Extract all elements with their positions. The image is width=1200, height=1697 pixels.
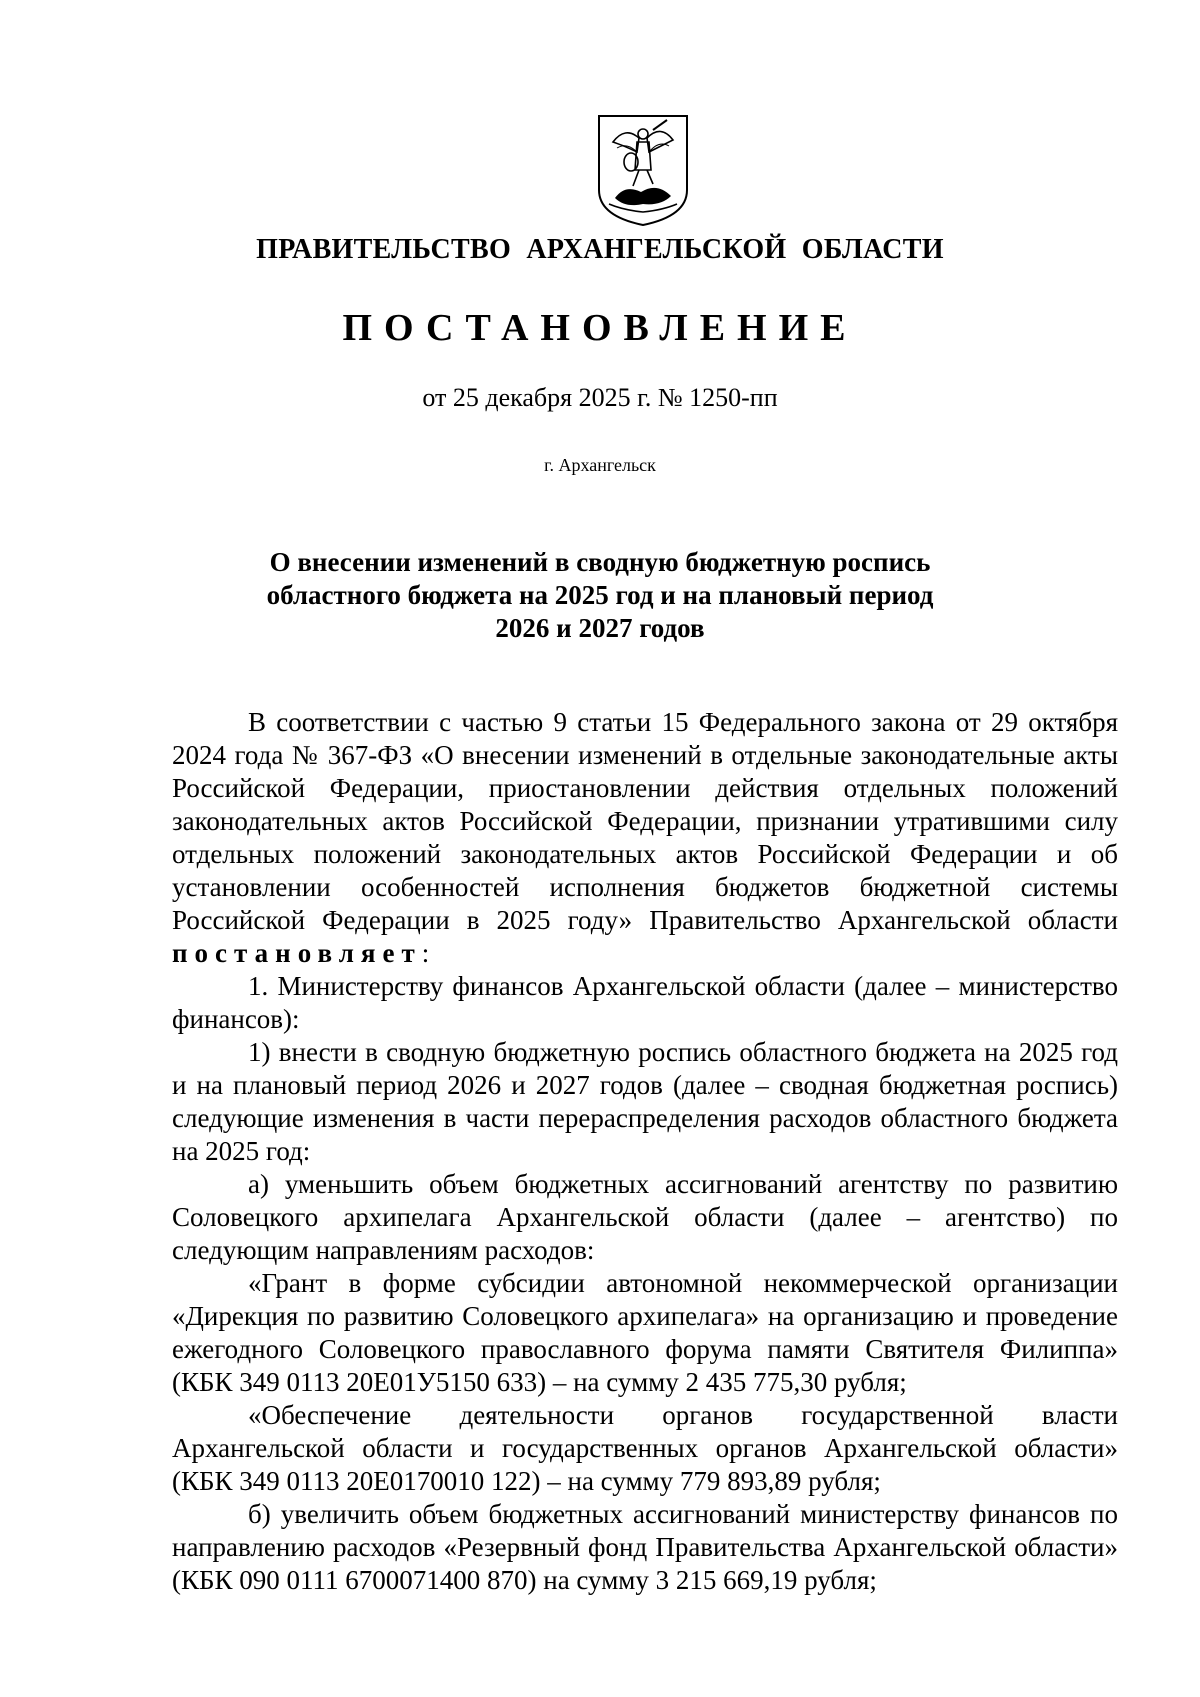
item-1-1-paragraph: 1) внести в сводную бюджетную роспись областного бюджета на 2025 год и на плановый период 2026 и 2027 годов (далее – сводная бюджетная роспись) следующие изменения в части перераспределения расходов областного бюджета на 2025 год:: [172, 1037, 1118, 1166]
subject-line: областного бюджета на 2025 год и на плановый период: [266, 580, 934, 610]
item-a-paragraph: а) уменьшить объем бюджетных ассигнований агентству по развитию Соловецкого архипелага Архангельской области (далее – агентство) по следующим направлениям расходов:: [172, 1169, 1118, 1265]
resolves-word: постановляет: [172, 938, 422, 968]
document-date-number: от 25 декабря 2025 г. № 1250-пп: [422, 383, 778, 412]
subject-line: 2026 и 2027 годов: [495, 613, 705, 643]
item-1-paragraph: 1. Министерству финансов Архангельской области (далее – министерство финансов):: [172, 971, 1118, 1034]
preamble-text: В соответствии с частью 9 статьи 15 Федерального закона от 29 октября 2024 года № 367-ФЗ «О внесении изменений в отдельные законодательные акты Российской Федерации, приостановлении действия отдельных положений законодательных актов Российской Федерации, признании утратившими силу отдельных положений законодательных актов Российской Федерации и об установлении особенностей исполнения бюджетов бюджетной системы Российской Федерации в 2025 году» Правительство Архангельской области: [172, 707, 1118, 935]
document-body: [172, 706, 1118, 1597]
coat-of-arms-icon: [595, 112, 691, 228]
preamble-paragraph: [172, 706, 1118, 970]
item-b-paragraph: б) увеличить объем бюджетных ассигнований министерству финансов по направлению расходов «Резервный фонд Правительства Архангельской области» (КБК 090 0111 6700071400 870) на сумму 3 215 669,19 рубля;: [172, 1499, 1118, 1595]
item-a-grant-paragraph: «Грант в форме субсидии автономной некоммерческой организации «Дирекция по развитию Соловецкого архипелага» на организацию и проведение ежегодного Соловецкого православного форума памяти Святителя Филиппа» (КБК 349 0113 20Е01У5150 633) – на сумму 2 435 775,30 рубля;: [172, 1268, 1118, 1397]
organization-title: ПРАВИТЕЛЬСТВО АРХАНГЕЛЬСКОЙ ОБЛАСТИ: [256, 234, 944, 265]
document-type-title: ПОСТАНОВЛЕНИЕ: [342, 307, 858, 349]
document-subject: [200, 546, 1000, 645]
document-city: г. Архангельск: [544, 455, 656, 475]
item-a-support-paragraph: «Обеспечение деятельности органов государственной власти Архангельской области и государственных органов Архангельской области» (КБК 349 0113 20Е0170010 122) – на сумму 779 893,89 рубля;: [172, 1400, 1118, 1496]
resolves-colon: :: [421, 938, 430, 968]
subject-line: О внесении изменений в сводную бюджетную роспись: [269, 547, 931, 577]
